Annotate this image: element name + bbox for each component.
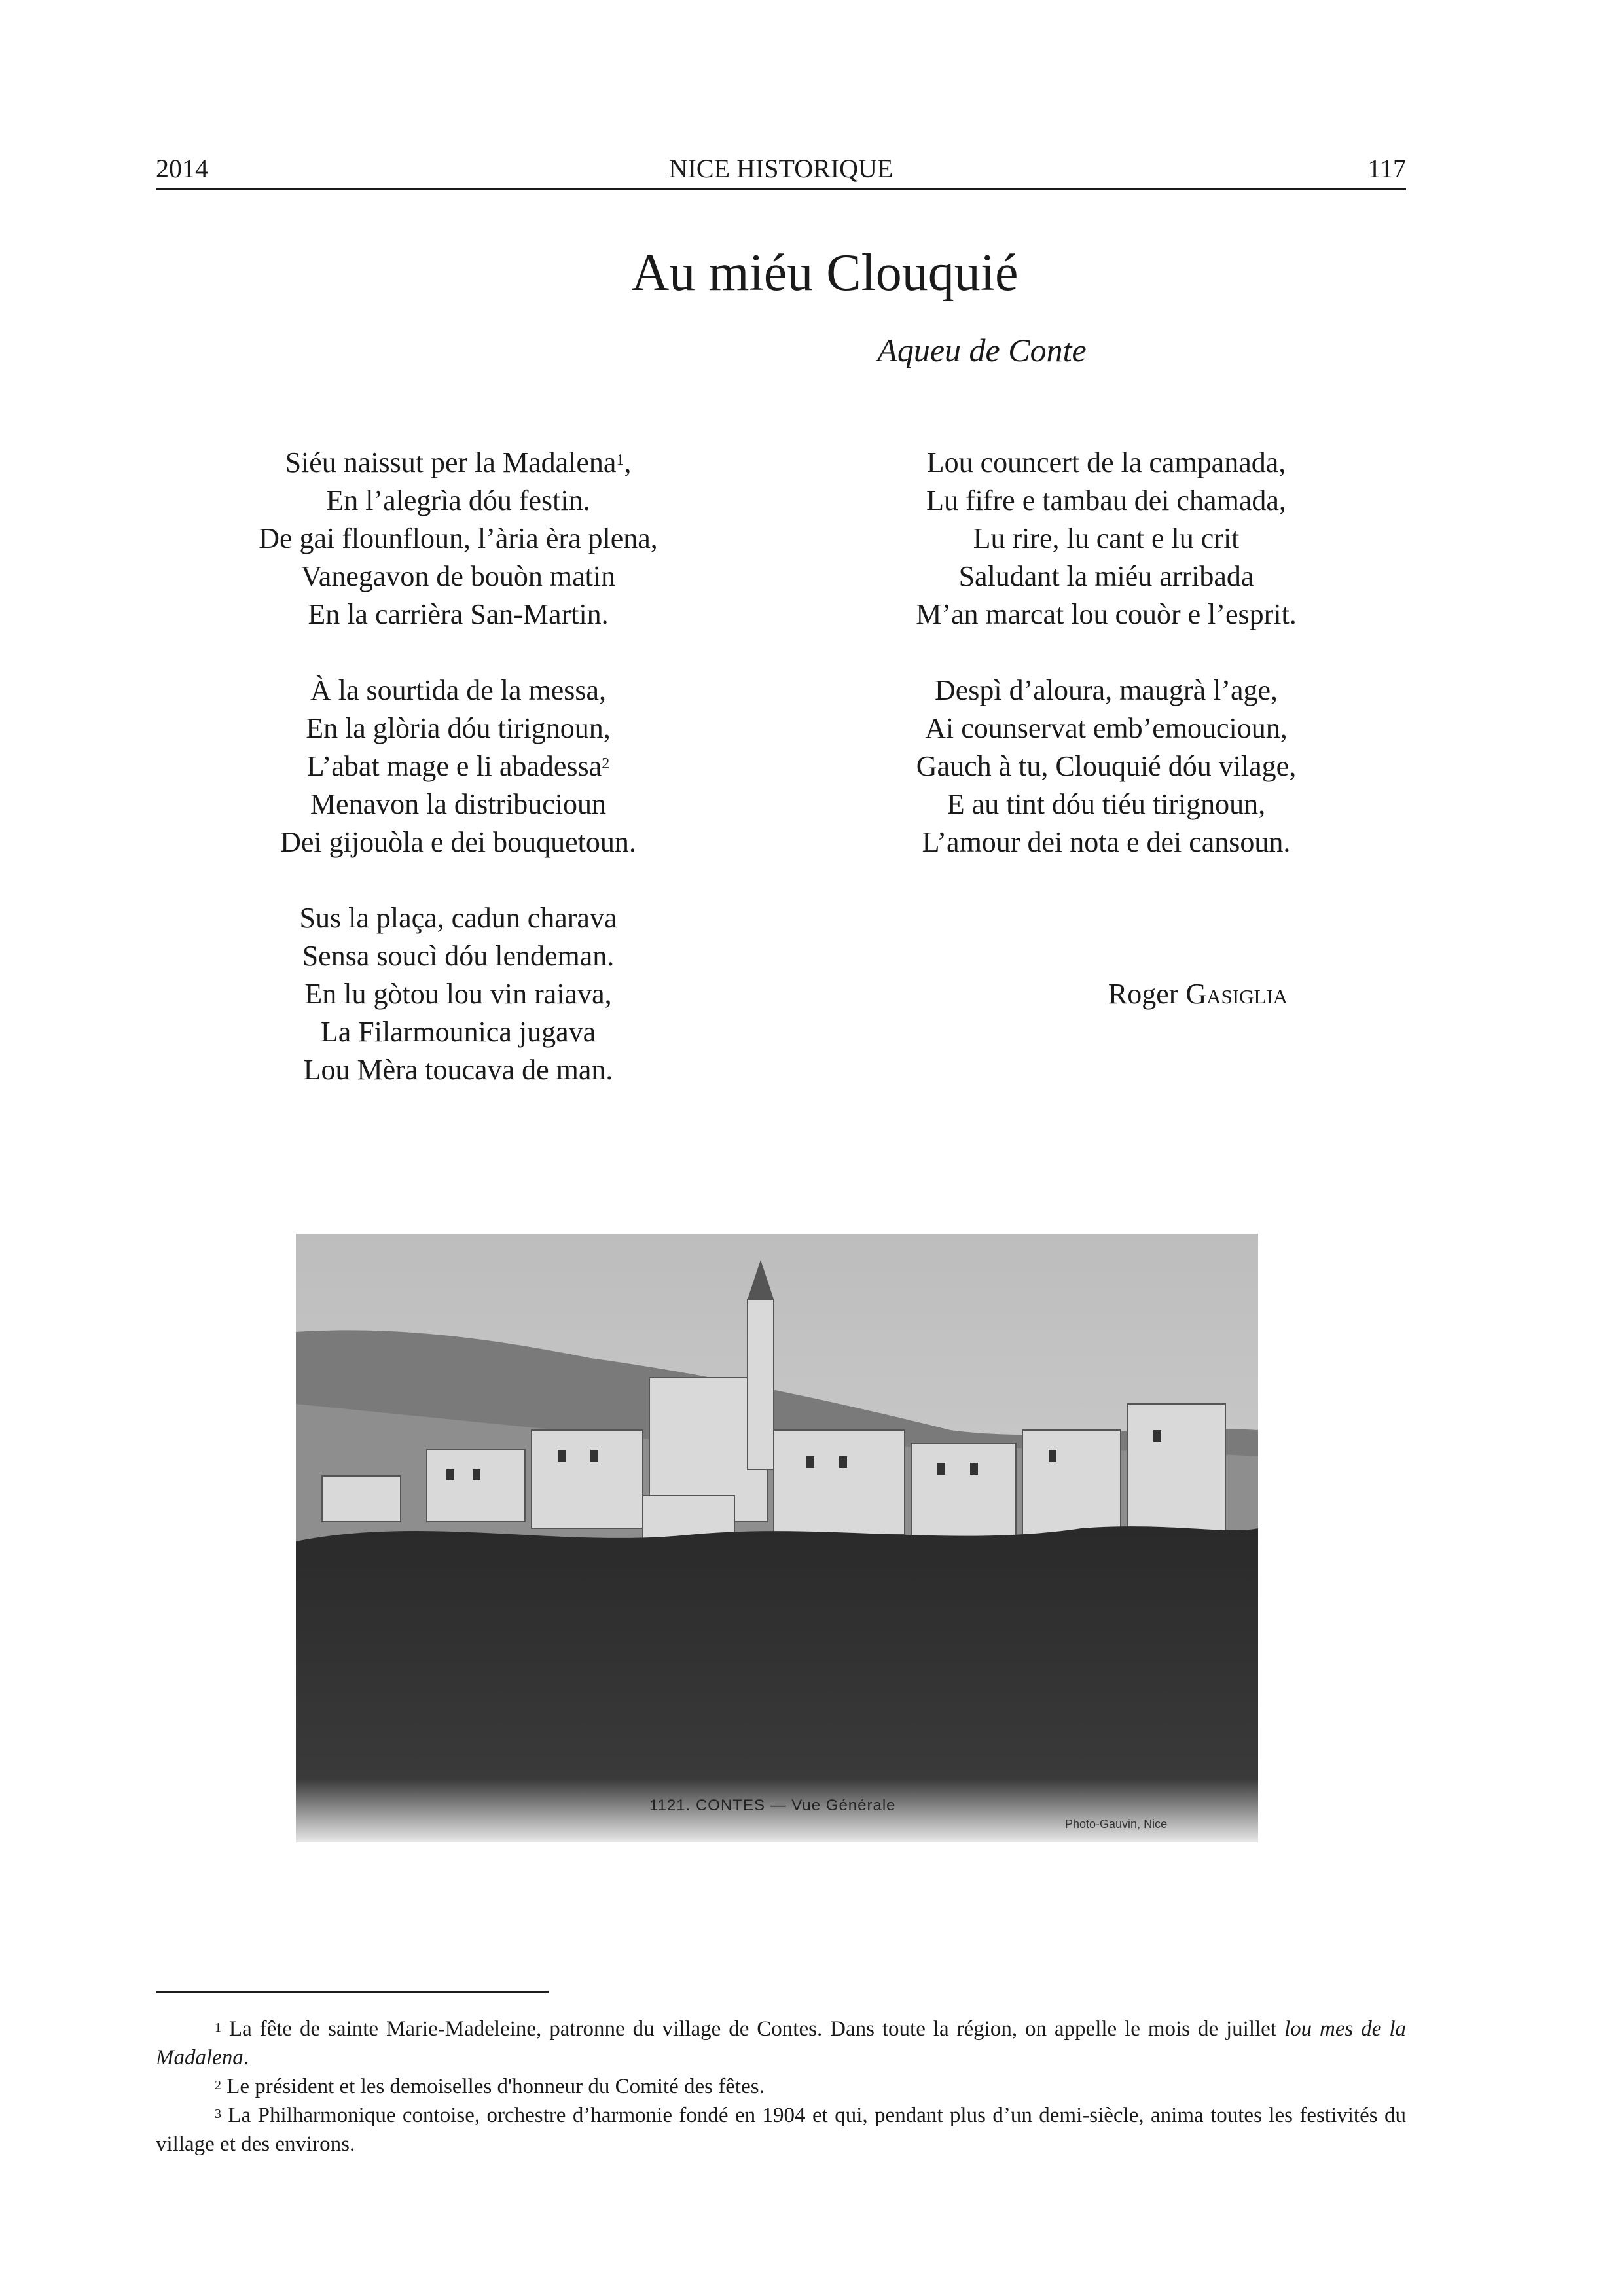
footnote-2-marker: 2	[215, 2078, 221, 2092]
verse-line: Gauch à tu, Clouquié dóu vilage,	[916, 750, 1297, 782]
footnote-1	[156, 2015, 1406, 2072]
footnote-reference: 2	[602, 755, 610, 772]
verse-line: L’abat mage e li abadessa$^2$	[306, 750, 610, 782]
verse-line: Vanegavon de bouòn matin	[300, 560, 616, 592]
verse-line: En l’alegrìa dóu festin.	[326, 484, 590, 516]
verse-line: Lou Mèra toucava de man.	[303, 1054, 613, 1086]
footnote-1-italic: lou mes de la Madalena	[156, 2017, 1407, 2070]
footnote-2-text: Le président et les demoiselles d'honneur du Comité des fêtes.	[221, 2075, 765, 2098]
poem-column-right	[812, 444, 1401, 899]
author-last-name: Gasiglia	[1185, 978, 1288, 1010]
footnote-reference: 1	[616, 452, 624, 469]
footnote-1-marker: 1	[215, 2020, 221, 2035]
verse-line: Ai counservat emb’emoucioun,	[925, 712, 1288, 744]
verse-line: Sus la plaça, cadun charava	[299, 902, 617, 934]
stanza-left-1	[164, 444, 753, 634]
verse-line: Lou councert de la campanada,	[926, 446, 1286, 478]
stanza-right-1	[812, 444, 1401, 634]
verse-line: En la glòria dóu tirignoun,	[306, 712, 611, 744]
poem-column-left	[164, 444, 753, 1127]
author-signature	[1001, 975, 1394, 1013]
verse-line: En la carrièra San-Martin.	[308, 598, 609, 630]
footnote-3-text: La Philharmonique contoise, orchestre d’harmonie fondé en 1904 et qui, pendant plus d’un demi-siècle, anima toutes les festivités du village et des environs.	[156, 2104, 1406, 2156]
verse-line: De gai flounfloun, l’ària èra plena,	[259, 522, 658, 554]
header-page-number: 117	[1367, 154, 1406, 183]
footnote-3-marker: 3	[215, 2107, 221, 2121]
running-header	[156, 149, 1406, 190]
header-year: 2014	[156, 154, 208, 183]
verse-line: Siéu naissut per la Madalena$^1$,	[285, 446, 632, 478]
footnote-1-text: La fête de sainte Marie-Madeleine, patronne du village de Contes. Dans toute la région, on appelle le mois de juillet	[221, 2017, 1284, 2041]
verse-line: Sensa soucì dóu lendeman.	[302, 940, 615, 972]
poem-subtitle: Aqueu de Conte	[877, 332, 1087, 368]
verse-line: E au tint dóu tiéu tirignoun,	[947, 788, 1266, 820]
photo-illustration	[296, 1234, 1258, 1842]
verse-line: À la sourtida de la messa,	[310, 674, 607, 706]
verse-line: L’amour dei nota e dei cansoun.	[922, 826, 1291, 858]
header-journal-title: NICE HISTORIQUE	[668, 154, 893, 183]
poem-title: Au miéu Clouquié	[631, 244, 1019, 302]
photo-caption: 1121. CONTES — Vue Générale	[649, 1797, 896, 1814]
footnotes	[156, 2015, 1406, 2159]
footnote-2	[156, 2072, 1406, 2101]
footnote-1-end: .	[243, 2046, 249, 2070]
verse-line: Menavon la distribucioun	[310, 788, 607, 820]
village-photograph	[296, 1234, 1258, 1842]
verse-line: Dei gijouòla e dei bouquetoun.	[280, 826, 636, 858]
footnote-divider	[156, 1991, 549, 1993]
verse-line: Despì d’aloura, maugrà l’age,	[934, 674, 1278, 706]
verse-line: Lu rire, lu cant e lu crit	[973, 522, 1240, 554]
verse-line: Lu fifre e tambau dei chamada,	[926, 484, 1286, 516]
photo-credit: Photo-Gauvin, Nice	[1065, 1818, 1168, 1831]
verse-line: En lu gòtou lou vin raiava,	[304, 978, 612, 1010]
verse-line: La Filarmounica jugava	[320, 1016, 596, 1048]
stanza-right-2	[812, 672, 1401, 861]
author-first-name: Roger	[1108, 978, 1179, 1010]
stanza-left-2	[164, 672, 753, 861]
verse-line: M’an marcat lou couòr e l’esprit.	[916, 598, 1297, 630]
verse-line: Saludant la miéu arribada	[958, 560, 1254, 592]
footnote-3	[156, 2101, 1406, 2159]
stanza-left-3	[164, 899, 753, 1089]
